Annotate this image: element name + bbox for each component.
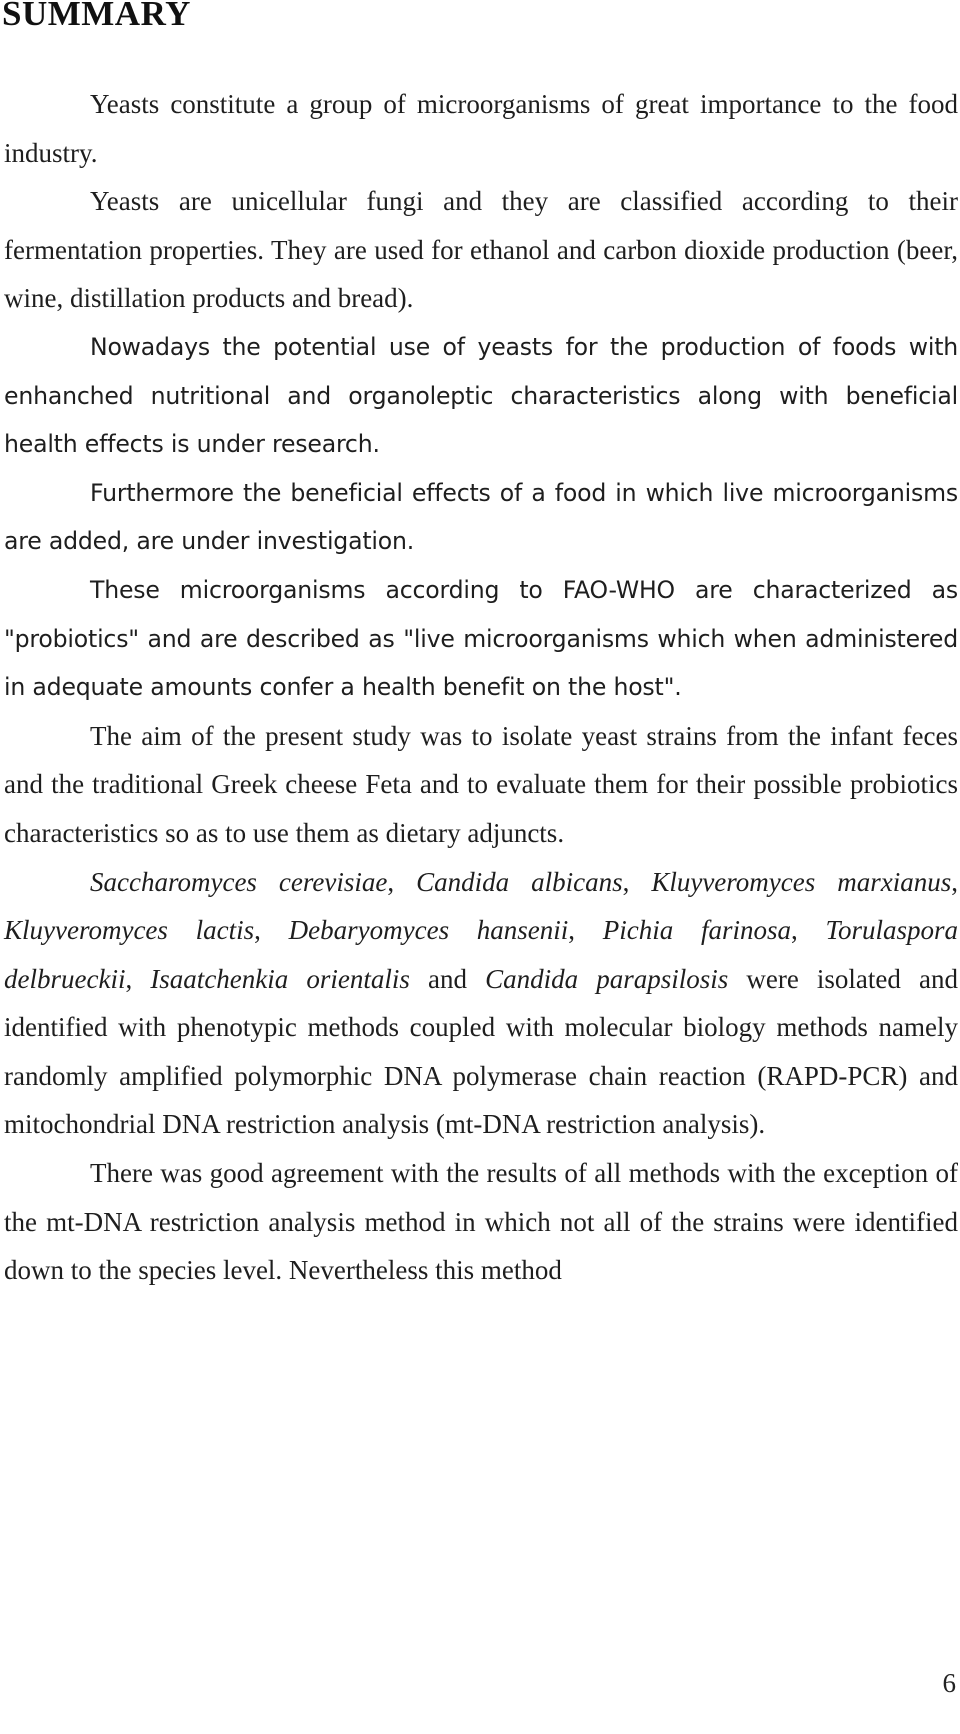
page-title: SUMMARY [2, 0, 191, 33]
species-name: Torulaspora delbrueckii [4, 915, 959, 994]
separator: , [125, 963, 151, 994]
species-name: Saccharomyces cerevisiae [90, 866, 388, 897]
paragraph-7 [4, 858, 958, 1150]
species-name: Pichia farinosa [602, 915, 791, 946]
conjunction: and [409, 963, 486, 994]
separator: , [387, 866, 417, 897]
separator: , [791, 915, 826, 946]
species-name: Debaryomyces hansenii [288, 915, 569, 946]
species-name: Candida albicans [416, 866, 623, 897]
paragraph-1: Yeasts constitute a group of microorganisms of great importance to the food industry. [4, 89, 958, 168]
species-name: Kluyveromyces lactis [4, 915, 255, 946]
species-name: Isaatchenkia orientalis [150, 963, 410, 994]
paragraph-4: Furthermore the beneficial effects of a food in which live microorganisms are added, are under investigation. [4, 478, 958, 556]
separator: , [951, 866, 958, 897]
paragraph-3: Nowadays the potential use of yeasts for the production of foods with enhanched nutritional and organoleptic characteristics along with beneficial health effects is under research. [4, 332, 958, 459]
paragraph-5: These microorganisms according to FAO-WHO are characterized as "probiotics" and are described as "live microorganisms which when administered in adequate amounts confer a health benefit on the host". [4, 575, 958, 702]
paragraph-8: There was good agreement with the results of all methods with the exception of the mt-DNA restriction analysis method in which not all of the strains were identified down to the species level. Nevertheless this method [4, 1158, 958, 1286]
separator: , [568, 915, 603, 946]
separator: , [622, 866, 652, 897]
species-name: Kluyveromyces marxianus [651, 866, 952, 897]
paragraph-7-rest: were isolated and identified with phenotypic methods coupled with molecular biology methods namely randomly amplified polymorphic DNA polymerase chain reaction (RAPD-PCR) and mitochondrial DNA restriction analysis (mt-DNA restriction analysis). [4, 963, 958, 1140]
paragraph-6: The aim of the present study was to isolate yeast strains from the infant feces and the traditional Greek cheese Feta and to evaluate them for their possible probiotics characteristics so as to use them as dietary adjuncts. [4, 720, 958, 848]
summary-body [4, 80, 958, 1295]
separator: , [254, 915, 289, 946]
paragraph-2: Yeasts are unicellular fungi and they are classified according to their fermentation properties. They are used for ethanol and carbon dioxide production (beer, wine, distillation products and bread). [4, 186, 958, 314]
species-name: Candida parapsilosis [485, 963, 729, 994]
page-number: 6 [942, 1668, 956, 1698]
